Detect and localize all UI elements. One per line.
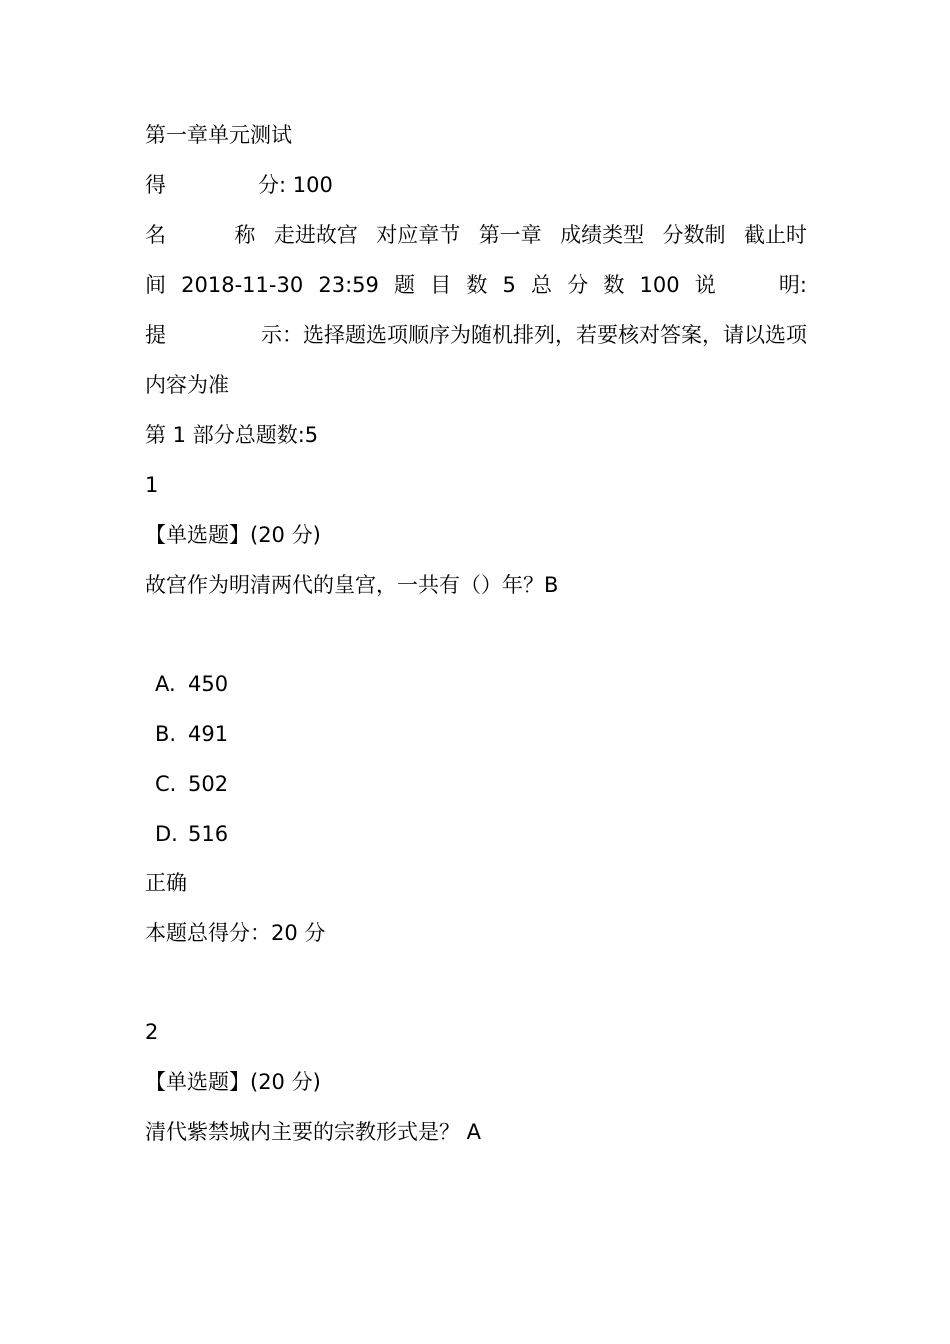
- info-token: 100: [639, 273, 680, 297]
- option-c[interactable]: [155, 769, 228, 799]
- score-value: 分: 100: [258, 173, 333, 197]
- question-result: 正确: [145, 871, 187, 895]
- option-letter: D.: [155, 822, 178, 846]
- question-text: 故宫作为明清两代的皇宫，一共有（）年？B: [145, 573, 559, 597]
- info-token: 说: [694, 273, 716, 297]
- info-token: 间: [145, 273, 166, 297]
- info-token: 总: [531, 273, 553, 297]
- info-token: 名: [145, 223, 166, 247]
- option-letter: C.: [155, 772, 177, 796]
- option-value: 491: [188, 722, 229, 746]
- info-line-2: [145, 270, 807, 300]
- option-b[interactable]: [155, 719, 228, 749]
- option-value: 502: [188, 772, 229, 796]
- info-token: 2018-11-30: [181, 273, 304, 297]
- hint-label: 提: [145, 323, 166, 347]
- option-d[interactable]: [155, 819, 228, 849]
- question-type: 【单选题】(20 分): [145, 523, 321, 547]
- info-token: 目: [430, 273, 452, 297]
- info-token: 数: [466, 273, 488, 297]
- page-title: 第一章单元测试: [145, 123, 292, 147]
- option-value: 516: [188, 822, 229, 846]
- info-token: 第一章: [478, 223, 542, 247]
- question-type: 【单选题】(20 分): [145, 1070, 321, 1094]
- info-token: 明:: [778, 273, 807, 297]
- question-number: 1: [145, 473, 159, 497]
- option-a[interactable]: [155, 669, 228, 699]
- info-token: 称: [234, 223, 256, 247]
- question-text: 清代紫禁城内主要的宗教形式是？ A: [145, 1120, 482, 1144]
- option-letter: A.: [155, 672, 176, 696]
- info-token: 题: [394, 273, 416, 297]
- info-token: 分: [567, 273, 589, 297]
- question-number: 2: [145, 1020, 159, 1044]
- score-label: 得: [145, 173, 166, 197]
- info-token: 5: [502, 273, 516, 297]
- info-token: 分数制: [662, 223, 726, 247]
- option-value: 450: [188, 672, 229, 696]
- info-token: 截止时: [743, 223, 807, 247]
- info-token: 走进故宫: [273, 223, 358, 247]
- info-token: 23:59: [318, 273, 379, 297]
- hint-line-2: 内容为准: [145, 373, 229, 397]
- score-line: [145, 170, 333, 200]
- info-token: 数: [603, 273, 625, 297]
- info-token: 成绩类型: [560, 223, 645, 247]
- hint-line-1: [145, 320, 807, 350]
- part-header: 第 1 部分总题数:5: [145, 423, 319, 447]
- info-token: 对应章节: [376, 223, 461, 247]
- hint-text: 示：选择题选项顺序为随机排列，若要核对答案，请以选项: [261, 323, 807, 347]
- info-line-1: [145, 220, 807, 250]
- option-letter: B.: [155, 722, 177, 746]
- question-score: 本题总得分：20 分: [145, 921, 326, 945]
